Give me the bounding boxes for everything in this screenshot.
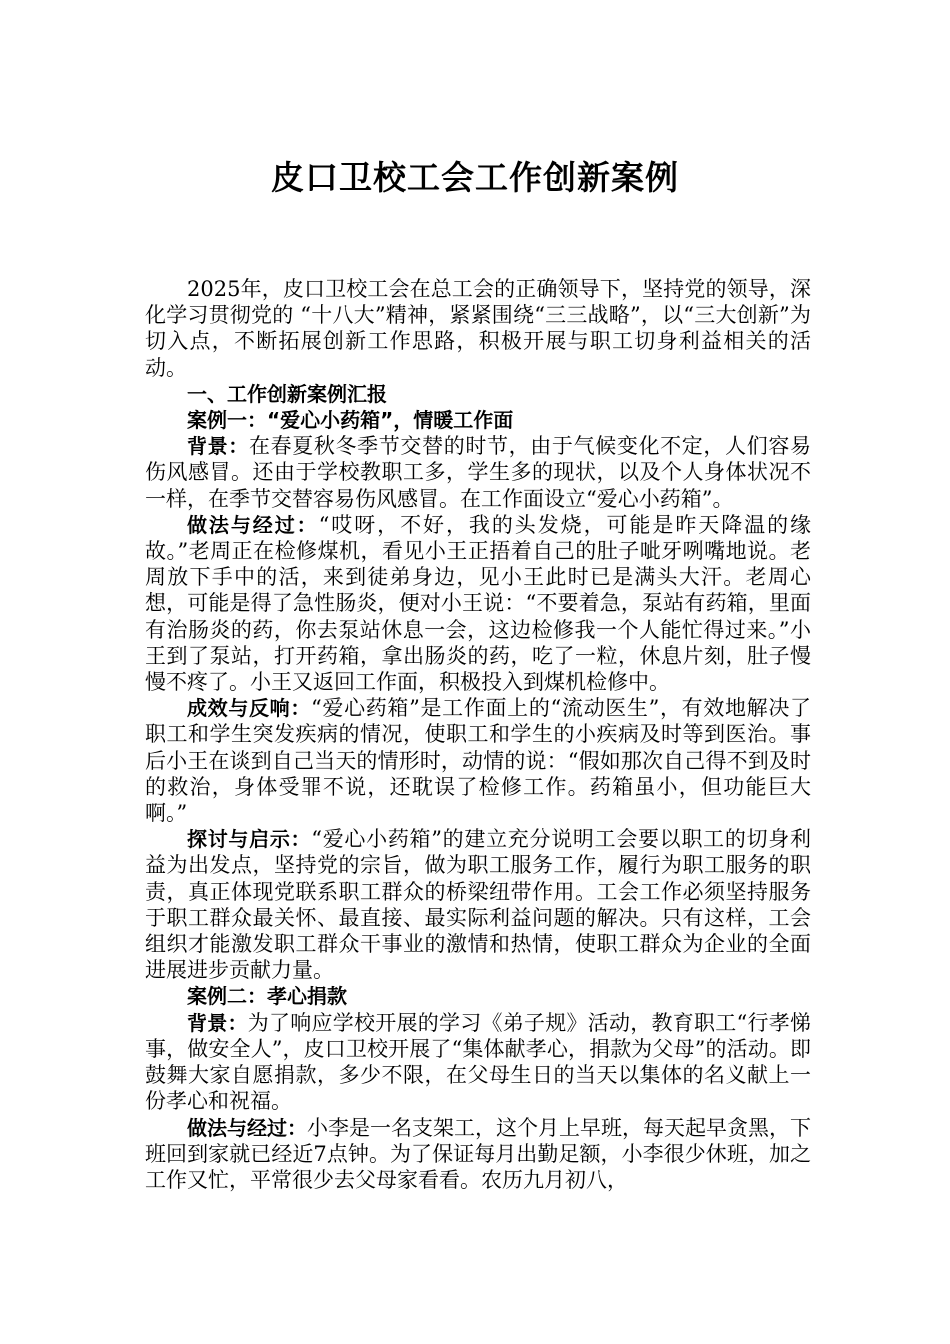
case2-background-lead: 背景： (187, 1010, 248, 1035)
case1-insight-lead: 探讨与启示： (187, 827, 312, 852)
case1-effect-text: “爱心药箱”是工作面上的“流动医生”，有效地解决了职工和学生突发疾病的情况，使职工和学生的小疾病及时等到医治。事后小王在谈到自己当天的情形时，动情的说：“假如那次自己得不到及时的救治，身体受罪不说，还耽误了检修工作。药箱虽小，但功能巨大啊。” (145, 696, 811, 826)
case1-effect-lead: 成效与反响： (187, 696, 312, 721)
case1-background-text: 在春夏秋冬季节交替的时节，由于气候变化不定，人们容易伤风感冒。还由于学校教职工多，学生多的现状，以及个人身体状况不一样，在季节交替容易伤风感冒。在工作面设立“爱心小药箱”。 (145, 434, 812, 511)
case2-background-paragraph (145, 1010, 811, 1115)
case1-process-lead: 做法与经过： (187, 512, 319, 537)
case1-effect-paragraph (145, 695, 811, 826)
case2-background-text: 为了响应学校开展的学习《弟子规》活动，教育职工“行孝悌事，做安全人”，皮口卫校开展了“集体献孝心，捐款为父母”的活动。即鼓舞大家自愿捐款，多少不限，在父母生日的当天以集体的名义献上一份孝心和祝福。 (145, 1010, 812, 1114)
section-heading: 一、工作创新案例汇报 (187, 381, 387, 406)
case1-background-paragraph (145, 433, 811, 512)
case1-process-paragraph (145, 512, 811, 695)
document-body (145, 276, 811, 1193)
case2-process-lead: 做法与经过： (187, 1115, 307, 1140)
case2-process-text: 小李是一名支架工，这个月上早班，每天起早贪黑，下班回到家就已经近7点钟。为了保证每月出勤足额，小李很少休班，加之工作又忙，平常很少去父母家看看。农历九月初八， (145, 1115, 811, 1192)
case1-heading: 案例一：“爱心小药箱”，情暖工作面 (187, 408, 514, 433)
case2-process-paragraph (145, 1115, 811, 1194)
document-title: 皮口卫校工会工作创新案例 (271, 158, 679, 197)
case1-insight-paragraph (145, 826, 811, 983)
intro-paragraph: 2025年，皮口卫校工会在总工会的正确领导下，坚持党的领导，深化学习贯彻党的 “十八大”精神，紧紧围绕“三三战略”，以“三大创新”为切入点，不断拓展创新工作思路，积极开展与职工切身利益相关的活动。 (145, 277, 811, 380)
case1-background-lead: 背景： (187, 434, 249, 459)
case1-insight-text: “爱心小药箱”的建立充分说明工会要以职工的切身利益为出发点，坚持党的宗旨，做为职工服务工作，履行为职工服务的职责，真正体现党联系职工群众的桥梁纽带作用。工会工作必须坚持服务于职工群众最关怀、最直接、最实际利益问题的解决。只有这样，工会组织才能激发职工群众干事业的激情和热情，使职工群众为企业的全面进展进步贡献力量。 (145, 827, 811, 983)
case2-heading: 案例二：孝心捐款 (187, 984, 347, 1009)
case1-process-text: “哎呀，不好，我的头发烧，可能是昨天降温的缘故。”老周正在检修煤机，看见小王正捂着自己的肚子呲牙咧嘴地说。老周放下手中的活，来到徒弟身边，见小王此时已是满头大汗。老周心想，可能是得了急性肠炎，便对小王说：“不要着急，泵站有药箱，里面有治肠炎的药，你去泵站休息一会，这边检修我一个人能忙得过来。”小王到了泵站，打开药箱，拿出肠炎的药，吃了一粒，休息片刻，肚子慢慢不疼了。小王又返回工作面，积极投入到煤机检修中。 (145, 512, 812, 695)
